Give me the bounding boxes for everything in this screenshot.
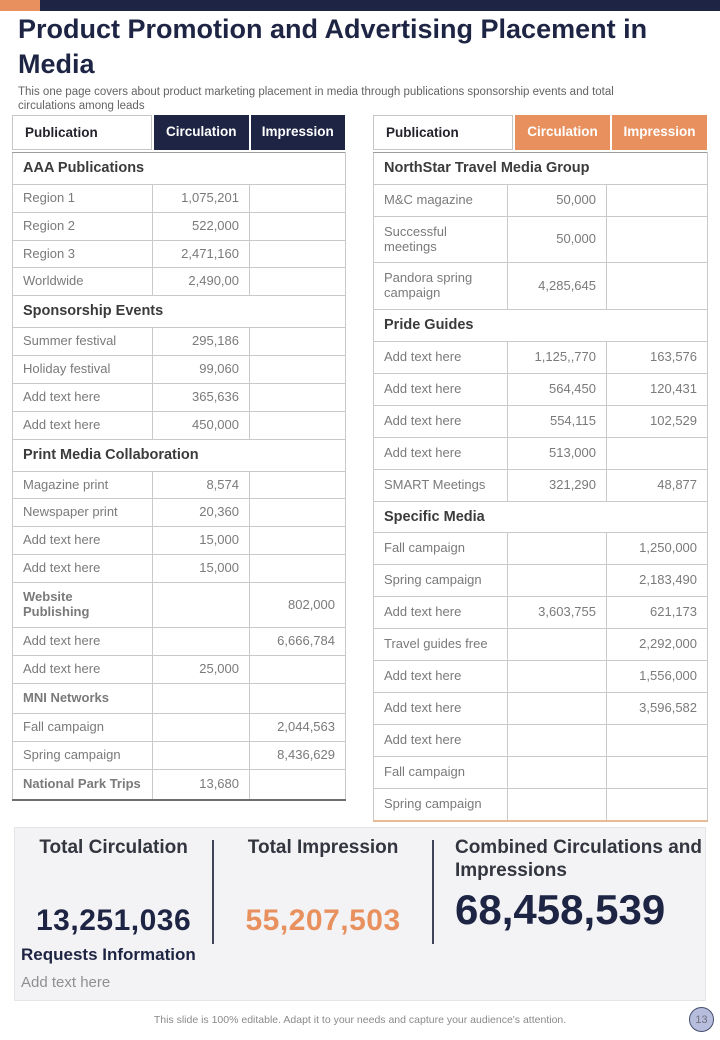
circulation-cell: 13,680 xyxy=(153,769,250,799)
publication-cell: Region 1 xyxy=(13,184,153,212)
table-row xyxy=(13,656,346,684)
publications-table-left xyxy=(12,115,345,801)
impression-cell xyxy=(607,788,708,820)
circulation-cell: 50,000 xyxy=(508,216,607,263)
circulation-cell xyxy=(508,756,607,788)
circulation-cell: 365,636 xyxy=(153,383,250,411)
col-header-publication: Publication xyxy=(12,115,152,150)
circulation-cell xyxy=(153,713,250,741)
impression-cell xyxy=(250,527,346,555)
impression-cell: 621,173 xyxy=(607,597,708,629)
table-row xyxy=(374,725,708,757)
circulation-cell xyxy=(508,629,607,661)
table-row xyxy=(374,405,708,437)
table-row xyxy=(13,471,346,499)
impression-cell xyxy=(250,555,346,583)
circulation-cell: 295,186 xyxy=(153,328,250,356)
impression-cell: 8,436,629 xyxy=(250,741,346,769)
impression-cell: 6,666,784 xyxy=(250,628,346,656)
circulation-cell xyxy=(153,583,250,628)
circulation-cell xyxy=(508,788,607,820)
col-header-impression: Impression xyxy=(612,115,707,150)
impression-cell xyxy=(607,263,708,310)
publication-cell: Spring campaign xyxy=(374,565,508,597)
impression-cell xyxy=(250,411,346,439)
circulation-cell: 564,450 xyxy=(508,373,607,405)
circulation-cell: 4,285,645 xyxy=(508,263,607,310)
page-number-badge: 13 xyxy=(689,1007,714,1032)
publication-cell: Fall campaign xyxy=(13,713,153,741)
circulation-cell xyxy=(153,628,250,656)
publication-cell[interactable]: Add text here xyxy=(374,437,508,469)
top-bar-orange-segment xyxy=(0,0,40,11)
slide-subtitle: This one page covers about product marketing placement in media through publications sponsorship events and total circulations among leads xyxy=(18,86,614,113)
section-header-row xyxy=(13,153,346,185)
publication-cell: SMART Meetings xyxy=(374,469,508,501)
requests-heading-rest: Information xyxy=(102,945,196,964)
table-row xyxy=(374,469,708,501)
impression-cell xyxy=(250,328,346,356)
publication-cell: Region 3 xyxy=(13,240,153,268)
impression-cell xyxy=(607,184,708,216)
publication-cell: Spring campaign xyxy=(13,741,153,769)
publication-cell: Newspaper print xyxy=(13,499,153,527)
col-header-circulation: Circulation xyxy=(515,115,610,150)
circulation-cell: 1,125,,770 xyxy=(508,342,607,374)
table-header-row xyxy=(12,115,345,150)
impression-cell: 120,431 xyxy=(607,373,708,405)
circulation-cell: 321,290 xyxy=(508,469,607,501)
publication-cell: Holiday festival xyxy=(13,356,153,384)
stat-value: 68,458,539 xyxy=(454,885,666,933)
circulation-cell xyxy=(508,533,607,565)
table-row xyxy=(374,788,708,820)
publication-cell[interactable]: Add text here xyxy=(13,555,153,583)
circulation-cell xyxy=(153,741,250,769)
impression-cell xyxy=(250,383,346,411)
circulation-cell xyxy=(508,661,607,693)
stat-value: 13,251,036 xyxy=(36,903,192,937)
summary-panel xyxy=(14,827,706,1001)
table-row xyxy=(13,356,346,384)
circulation-cell: 513,000 xyxy=(508,437,607,469)
stat-total-circulation xyxy=(15,837,212,944)
footer-note: This slide is 100% editable. Adapt it to your needs and capture your audience's attention. xyxy=(153,1014,567,1026)
publication-cell[interactable]: Add text here xyxy=(13,411,153,439)
section-header-label: Print Media Collaboration xyxy=(13,439,346,471)
impression-cell xyxy=(250,769,346,799)
table-row xyxy=(13,383,346,411)
publication-cell: Summer festival xyxy=(13,328,153,356)
publication-cell: Worldwide xyxy=(13,268,153,296)
section-header-row xyxy=(374,501,708,533)
impression-cell: 802,000 xyxy=(250,583,346,628)
publication-cell[interactable]: Add text here xyxy=(374,405,508,437)
table-row xyxy=(13,741,346,769)
section-header-label: Sponsorship Events xyxy=(13,296,346,328)
section-header-label: Pride Guides xyxy=(374,310,708,342)
section-header-row xyxy=(374,153,708,185)
impression-cell xyxy=(607,437,708,469)
stat-label: Total Circulation xyxy=(39,837,188,858)
publication-cell: Region 2 xyxy=(13,212,153,240)
section-header-row xyxy=(13,296,346,328)
section-row-with-values xyxy=(13,583,346,628)
table-row xyxy=(374,184,708,216)
section-header-label: Specific Media xyxy=(374,501,708,533)
impression-cell xyxy=(250,240,346,268)
circulation-cell: 554,115 xyxy=(508,405,607,437)
table-row xyxy=(13,184,346,212)
table-row xyxy=(13,411,346,439)
section-row-with-values xyxy=(13,684,346,714)
table-row xyxy=(13,499,346,527)
publication-cell: MNI Networks xyxy=(13,684,153,714)
table-row xyxy=(374,373,708,405)
table-row xyxy=(13,713,346,741)
impression-cell: 163,576 xyxy=(607,342,708,374)
table-row xyxy=(374,693,708,725)
section-header-row xyxy=(374,310,708,342)
publication-cell: Fall campaign xyxy=(374,756,508,788)
slide-title: Product Promotion and Advertising Placement in Media xyxy=(18,14,648,79)
impression-cell xyxy=(607,725,708,757)
impression-cell: 2,044,563 xyxy=(250,713,346,741)
publication-cell: Magazine print xyxy=(13,471,153,499)
publication-cell: Pandora spring campaign xyxy=(374,263,508,310)
impression-cell xyxy=(250,184,346,212)
impression-cell: 1,250,000 xyxy=(607,533,708,565)
impression-cell xyxy=(250,356,346,384)
publication-cell[interactable]: Add text here xyxy=(374,725,508,757)
circulation-cell: 99,060 xyxy=(153,356,250,384)
table-row xyxy=(374,661,708,693)
circulation-cell: 450,000 xyxy=(153,411,250,439)
table-row xyxy=(13,527,346,555)
circulation-cell: 3,603,755 xyxy=(508,597,607,629)
table-row xyxy=(13,240,346,268)
circulation-cell xyxy=(508,693,607,725)
impression-cell: 48,877 xyxy=(607,469,708,501)
circulation-cell: 2,471,160 xyxy=(153,240,250,268)
circulation-cell: 2,490,00 xyxy=(153,268,250,296)
table-row xyxy=(13,268,346,296)
requests-information-heading xyxy=(21,945,196,965)
circulation-cell xyxy=(508,565,607,597)
publication-cell: Travel guides free xyxy=(374,629,508,661)
table-row xyxy=(13,628,346,656)
publication-cell[interactable]: Add text here xyxy=(13,656,153,684)
table-row xyxy=(374,437,708,469)
publication-cell[interactable]: Add text here xyxy=(13,383,153,411)
col-header-publication: Publication xyxy=(373,115,513,150)
publication-cell: M&C magazine xyxy=(374,184,508,216)
publication-cell[interactable]: Add text here xyxy=(374,342,508,374)
impression-cell xyxy=(250,684,346,714)
impression-cell xyxy=(250,656,346,684)
impression-cell: 102,529 xyxy=(607,405,708,437)
circulation-cell xyxy=(508,725,607,757)
impression-cell xyxy=(607,756,708,788)
section-row-with-values xyxy=(13,769,346,799)
circulation-cell: 8,574 xyxy=(153,471,250,499)
requests-placeholder-text[interactable]: Add text here xyxy=(21,974,111,991)
impression-cell: 3,596,582 xyxy=(607,693,708,725)
stat-label: Total Impression xyxy=(247,837,399,858)
impression-cell xyxy=(607,216,708,263)
table-row xyxy=(374,342,708,374)
publication-cell[interactable]: Add text here xyxy=(374,661,508,693)
table-row xyxy=(374,565,708,597)
impression-cell xyxy=(250,499,346,527)
section-header-label: AAA Publications xyxy=(13,153,346,185)
table-row xyxy=(374,216,708,263)
table-row xyxy=(374,533,708,565)
publication-cell: Successful meetings xyxy=(374,216,508,263)
stat-label: Combined Circulations and Impressions xyxy=(454,837,703,881)
table-row xyxy=(374,629,708,661)
publication-cell: Spring campaign xyxy=(374,788,508,820)
circulation-cell xyxy=(153,684,250,714)
publication-cell[interactable]: Add text here xyxy=(13,527,153,555)
publication-cell[interactable]: Add text here xyxy=(374,693,508,725)
impression-cell xyxy=(250,212,346,240)
publication-cell: National Park Trips xyxy=(13,769,153,799)
requests-heading-bold: Requests xyxy=(21,945,98,964)
stat-total-impression xyxy=(214,837,432,944)
table-row xyxy=(13,212,346,240)
publication-cell[interactable]: Add text here xyxy=(374,597,508,629)
section-header-row xyxy=(13,439,346,471)
publication-cell: Website Publishing xyxy=(13,583,153,628)
publications-table-right xyxy=(373,115,707,822)
circulation-cell: 15,000 xyxy=(153,555,250,583)
stat-combined-total xyxy=(434,837,705,944)
table-row xyxy=(374,263,708,310)
publication-cell[interactable]: Add text here xyxy=(13,628,153,656)
publication-cell[interactable]: Add text here xyxy=(374,373,508,405)
stat-value: 55,207,503 xyxy=(245,903,401,937)
requests-information-block xyxy=(21,945,196,991)
table-row xyxy=(13,328,346,356)
impression-cell: 1,556,000 xyxy=(607,661,708,693)
table-row xyxy=(13,555,346,583)
section-header-label: NorthStar Travel Media Group xyxy=(374,153,708,185)
circulation-cell: 15,000 xyxy=(153,527,250,555)
col-header-circulation: Circulation xyxy=(154,115,249,150)
circulation-cell: 50,000 xyxy=(508,184,607,216)
table-header-row xyxy=(373,115,707,150)
circulation-cell: 1,075,201 xyxy=(153,184,250,212)
impression-cell xyxy=(250,471,346,499)
publication-cell: Fall campaign xyxy=(374,533,508,565)
table-row xyxy=(374,756,708,788)
impression-cell xyxy=(250,268,346,296)
summary-stats-row xyxy=(15,828,705,944)
top-accent-bar xyxy=(0,0,720,11)
circulation-cell: 20,360 xyxy=(153,499,250,527)
impression-cell: 2,183,490 xyxy=(607,565,708,597)
circulation-cell: 522,000 xyxy=(153,212,250,240)
col-header-impression: Impression xyxy=(251,115,346,150)
table-row xyxy=(374,597,708,629)
impression-cell: 2,292,000 xyxy=(607,629,708,661)
circulation-cell: 25,000 xyxy=(153,656,250,684)
